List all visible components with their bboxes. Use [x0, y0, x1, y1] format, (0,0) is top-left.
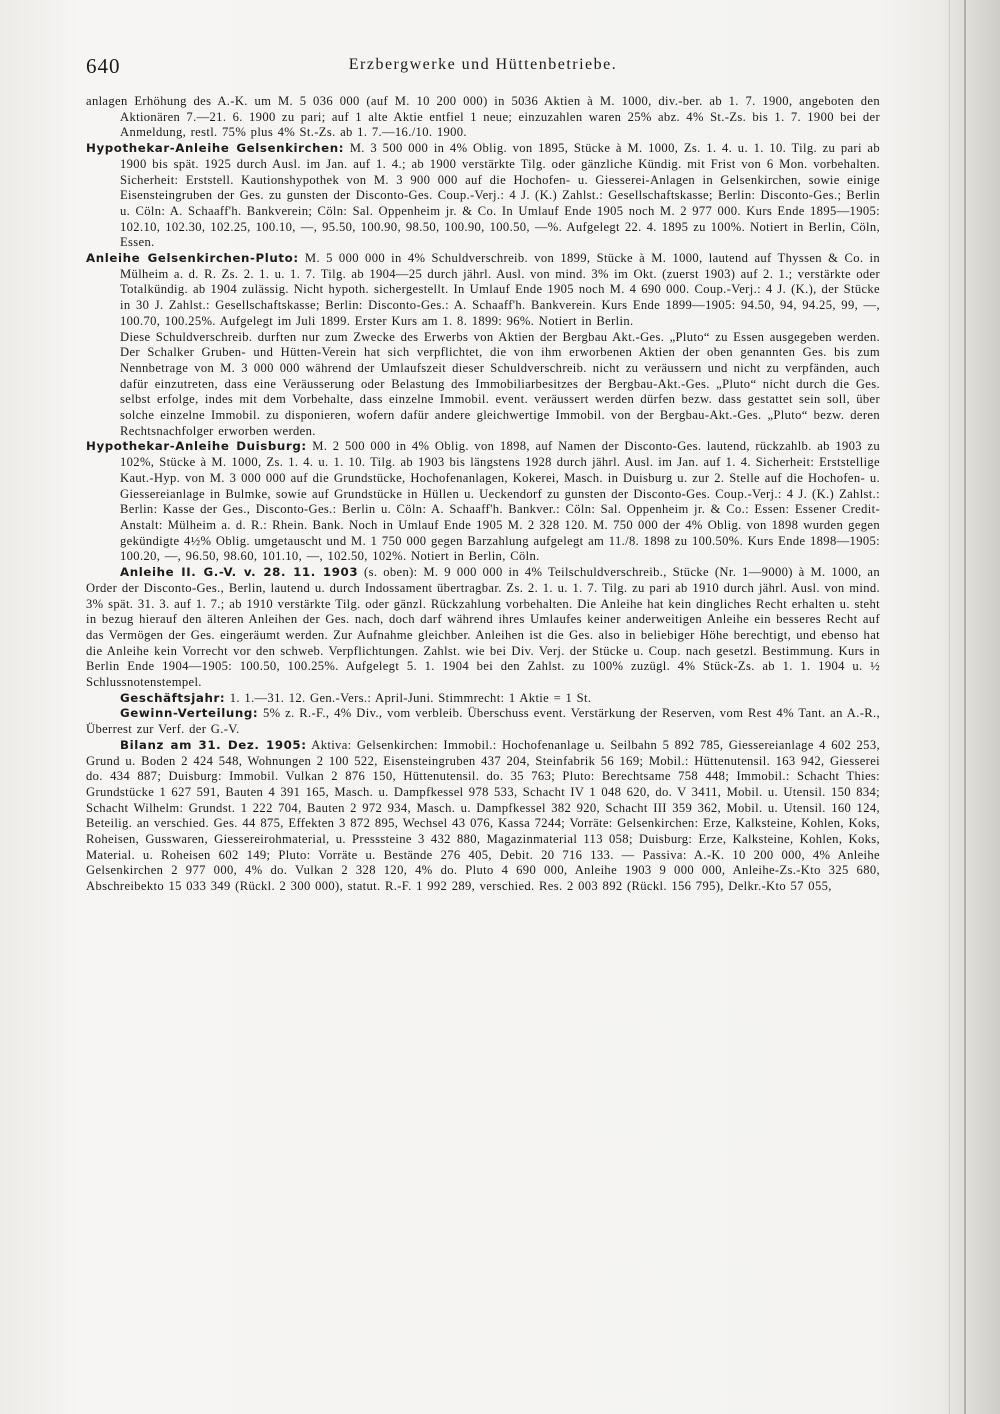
page-header	[86, 54, 880, 84]
paragraph-text: anlagen Erhöhung des A.-K. um M. 5 036 000 (auf M. 10 200 000) in 5036 Aktien à M. 1000, div.-ber. ab 1. 7. 1900, angeboten den Aktionären 7.—21. 6. 1900 zu pari; auf 1 alte Aktie entfiel 1 neue; einzuzahlen waren 25% abz. 4% St.-Zs. bis 1. 7. 1900 bei der Anmeldung, restl. 75% plus 4% St.-Zs. ab 1. 7.—16./10. 1900.	[86, 94, 880, 140]
paragraph-hypothekar-anleihe-duisburg	[86, 439, 880, 565]
paragraph-text: 1. 1.—31. 12. Gen.-Vers.: April-Juni. Stimmrecht: 1 Aktie = 1 St.	[229, 690, 592, 705]
paragraph-geschaeftsjahr	[86, 691, 880, 707]
paragraph-hypothekar-anleihe-gelsenkirchen	[86, 141, 880, 251]
paragraph-anleihe-gelsenkirchen-pluto	[86, 251, 880, 330]
paragraph-gewinn-verteilung	[86, 706, 880, 737]
section-heading: Anleihe II. G.-V. v. 28. 11. 1903	[120, 565, 359, 580]
body-text	[86, 94, 880, 895]
section-heading: Gewinn-Verteilung:	[120, 706, 259, 721]
paragraph-text: Aktiva: Gelsenkirchen: Immobil.: Hochofenanlage u. Seilbahn 5 892 785, Giessereianlage 4 602 253, Grund u. Boden 2 424 548, Wohnungen 2 100 522, Eisensteingruben 437 204, Steinfabrik 56 169; Mobil.: Hüttenutensil. 163 942, Giesserei do. 434 887; Duisburg: Immobil. Vulkan 2 876 150, Hüttenutensil. do. 35 763; Pluto: Berechtsame 758 448; Immobil.: Schacht Thies: Grundstücke 1 627 591, Bauten 4 391 165, Masch. u. Dampfkessel 978 533, Schacht IV 1 048 620, do. V 3411, Mobil. u. Utensil. 150 834; Schacht Wilhelm: Grundst. 1 222 704, Bauten 2 972 934, Masch. u. Dampfkessel 382 920, Schacht III 359 362, Mobil. u. Utensil. 160 124, Beteilig. an verschied. Ges. 44 875, Effekten 3 872 895, Wechsel 43 076, Kassa 7244; Vorräte: Gelsenkirchen: Erze, Kalksteine, Kohlen, Koks, Roheisen, Gusswaren, Giessereirohmaterial, u. Presssteine 3 432 880, Magazinmaterial 113 058; Duisburg: Erze, Kalksteine, Kohlen, Koks, Material. u. Roheisen 602 149; Pluto: Vorräte u. Bestände 276 405, Debit. 20 716 133. — Passiva: A.-K. 10 200 000, 4% Anleihe Gelsenkirchen 2 977 000, 4% do. Vulkan 2 328 120, 4% do. Pluto 4 690 000, Anleihe 1903 9 000 000, Anleihe-Zs.-Kto 325 680, Abschreibekto 15 033 349 (Rückl. 2 300 000), statut. R.-F. 1 992 289, verschied. Res. 2 003 892 (Rückl. 156 795), Delkr.-Kto 57 055,	[86, 737, 880, 894]
page-edge-shadow	[942, 0, 1000, 1414]
paragraph-text: M. 3 500 000 in 4% Oblig. von 1895, Stücke à M. 1000, Zs. 1. 4. u. 1. 10. Tilg. zu pari ab 1900 bis spät. 1925 durch Ausl. im Jan. auf 1. 4.; ab 1900 verstärkte Tilg. oder gänzliche Kündig. mit Frist von 6 Mon. vorbehalten. Sicherheit: Erststell. Kautionshypothek von M. 3 900 000 auf die Hochofen- u. Giesserei-Anlagen in Gelsenkirchen, sowie einige Eisensteingruben der Ges. zu gunsten der Disconto-Ges. Coup.-Verj.: 4 J. (K.) Zahlst.: Gesellschaftskasse; Berlin: Disconto-Ges.; Berlin u. Cöln: A. Schaaff'h. Bankverein; Cöln: Sal. Oppenheim jr. & Co. In Umlauf Ende 1905 noch M. 2 977 000. Kurs Ende 1895—1905: 102.10, 102.30, 102.25, 100.10, —, 95.50, 100.90, 98.50, 100.90, 100.50, —%. Aufgelegt 22. 4. 1895 zu 100%. Notiert in Berlin, Cöln, Essen.	[120, 141, 881, 250]
section-heading: Hypothekar-Anleihe Gelsenkirchen:	[86, 141, 345, 156]
section-heading: Hypothekar-Anleihe Duisburg:	[86, 439, 307, 454]
section-heading: Geschäftsjahr:	[120, 690, 226, 705]
paragraph-text: M. 5 000 000 in 4% Schuldverschreib. von 1899, Stücke à M. 1000, lautend auf Thyssen & Co. in Mülheim a. d. R. Zs. 2. 1. u. 1. 7. Tilg. ab 1904—25 durch jährl. Ausl. von mind. 3% im Okt. (zuerst 1903) auf 2. 1.; verstärkte oder Totalkündig. ab 1904 zulässig. Nicht hypoth. sichergestellt. In Umlauf Ende 1905 noch M. 4 690 000. Coup.-Verj.: 4 J. (K.), der Stücke in 30 J. Zahlst.: Gesellschaftskasse; Berlin: Disconto-Ges.: A. Schaaff'h. Bankverein. Kurs Ende 1899—1905: 94.50, 94, 94.25, 99, —, 100.70, 100.25%. Aufgelegt im Juli 1899. Erster Kurs am 1. 8. 1899: 96%. Notiert in Berlin.	[120, 251, 881, 328]
page-edge-line-inner	[949, 0, 950, 1414]
paragraph-text: M. 2 500 000 in 4% Oblig. von 1898, auf Namen der Disconto-Ges. lautend, rückzahlb. ab 1903 zu 102%, Stücke à M. 1000, Zs. 1. 4. u. 1. 10. Tilg. ab 1903 bis längstens 1928 durch jährl. Ausl. im Jan. auf 1. 4. Sicherheit: Erststellige Kaut.-Hyp. von M. 3 000 000 auf die Grundstücke, Hochofenanlagen, Kokerei, Masch. in Duisburg u. zur 2. Stelle auf die Hochofen- u. Giessereianlage in Bulmke, sowie auf Grundstücke in Hüllen u. Ueckendorf zu gunsten der Disconto-Ges. Coup.-Verj.: 4 J. (K.) Zahlst.: Berlin: Kasse der Ges., Disconto-Ges.: Berlin u. Cöln: A. Schaaff'h. Bankver.: Cöln: Sal. Oppenheim jr. & Co.: Essen: Essener Credit-Anstalt: Mülheim a. d. R.: Rhein. Bank. Noch in Umlauf Ende 1905 M. 2 328 120. M. 750 000 der 4% Oblig. von 1898 wurden gegen gekündigte 4½% Oblig. umgetauscht und M. 1 750 000 gegen Barzahlung aufgelegt am 11./8. 1898 zu 100.50%. Kurs Ende 1898—1905: 100.20, —, 96.50, 98.60, 101.10, —, 102.50, 102%. Notiert in Berlin, Cöln.	[120, 439, 881, 564]
section-heading: Bilanz am 31. Dez. 1905:	[120, 737, 307, 752]
running-title: Erzbergwerke und Hüttenbetriebe.	[348, 56, 618, 73]
page-edge-line	[964, 0, 966, 1414]
section-heading: Anleihe Gelsenkirchen-Pluto:	[86, 251, 299, 266]
paragraph-text: 5% z. R.-F., 4% Div., vom verbleib. Überschuss event. Verstärkung der Reserven, vom Rest 4% Tant. an A.-R., Überrest zur Verf. der G.-V.	[86, 706, 880, 737]
paragraph-anleihe-1903	[86, 565, 880, 691]
page-number: 640	[86, 54, 121, 78]
paragraph-bilanz	[86, 738, 880, 895]
document-page	[86, 54, 880, 895]
paragraph-capital-increase	[86, 94, 880, 141]
paragraph-text: Diese Schuldverschreib. durften nur zum Zwecke des Erwerbs von Aktien der Bergbau Akt.-Ges. „Pluto“ zu Essen ausgegeben werden. Der Schalker Gruben- und Hütten-Verein hat sich verpflichtet, die von ihm erworbenen Aktien der oben genannten Ges. bis zum Nennbetrage von M. 3 000 000 während der Umlaufszeit dieser Schuldverschreib. nicht zu veräussern und nicht zu verpfänden, auch dafür einzutreten, dass eine Veräusserung oder Belastung des Immobiliarbesitzes der Bergbau-Akt.-Ges. „Pluto“ nicht durch die Ges. selbst erfolge, indes mit dem Vorbehalte, dass einzelne Immobil. event. veräussert werden dürfen bezw. dass gestattet sein soll, über solche einzelne Immobil. zu disponieren, wofern dafür andere gleichwertige Immobil. von der Bergbau-Akt.-Ges. „Pluto“ bezw. deren Rechtsnachfolger erworben werden.	[120, 329, 880, 438]
paragraph-pluto-conditions	[86, 330, 880, 440]
paragraph-text: (s. oben): M. 9 000 000 in 4% Teilschuldverschreib., Stücke (Nr. 1—9000) à M. 1000, an Order der Disconto-Ges., Berlin, lautend u. durch Indossament übertragbar. Zs. 2. 1. u. 1. 7. Tilg. zu pari ab 1910 durch jährl. Ausl. von mind. 3% spät. 31. 3. auf 1. 7.; ab 1910 verstärkte Tilg. oder gänzl. Rückzahlung vorbehalten. Die Anleihe hat kein dingliches Recht erhalten u. steht in bezug hierauf den älteren Anleihen der Ges. nach, doch darf während ihres Umlaufes keiner anderweitigen Anleihe ein besseres Recht auf das Vermögen der Ges. eingeräumt werden. Zur Aufnahme gleichber. Anleihen ist die Ges. also in beliebiger Höhe berechtigt, und ebenso hat die Anleihe kein Vorrecht vor den schweb. Verpflichtungen. Zahlst. wie bei Div. Verj. der Stücke u. Coup. nach gesetzl. Bestimmung. Kurs in Berlin Ende 1904—1905: 100.50, 100.25%. Aufgelegt 5. 1. 1904 bei den Zahlst. zu 100% zuzügl. 4% Stück-Zs. ab 1. 1. 1904 u. ½ Schlussnotenstempel.	[86, 565, 880, 690]
